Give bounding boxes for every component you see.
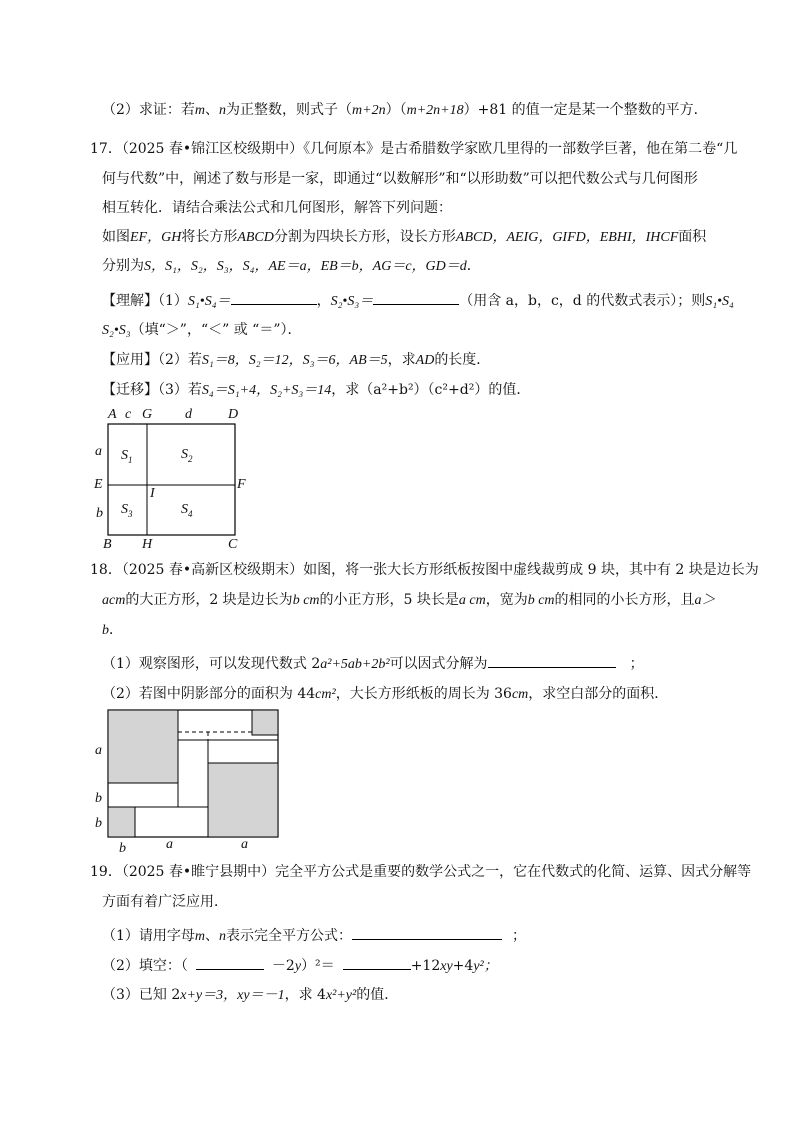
q18-line2: acm的大正方形，2 块是边长为b cm的小正方形，5 块长是a cm，宽为b cm的相同的小长方形，且a＞	[102, 592, 716, 608]
label-b-left2: b	[95, 816, 102, 831]
answer-blank[interactable]	[196, 955, 264, 970]
answer-blank[interactable]	[488, 653, 616, 668]
answer-blank[interactable]	[373, 290, 459, 305]
label-a: a	[95, 444, 102, 459]
answer-blank[interactable]	[352, 925, 502, 940]
q16-part2-line: （2）求证：若m、n为正整数，则式子（m+2n）（m+2n+18）+81 的值一定是某一个整数的平方．	[102, 102, 708, 118]
label-a-left: a	[95, 743, 102, 758]
q17-line5: 分别为S，S₁，S₂，S₃，S₄，AE＝a，EB＝b，AG＝c，GD＝d．	[102, 258, 481, 274]
q18-line3: b．	[102, 622, 123, 638]
q19-part2: （2）填空：（ －2y）²＝ +12xy+4y²；	[102, 955, 498, 977]
q17-understand-line1: 【理解】（1）S₁•S₄＝ ，S₂•S₃＝ （用含 a，b，c，d 的代数式表示）；则S₁•S₄	[102, 290, 734, 312]
q18-part1: （1）观察图形，可以发现代数式 2a²+5ab+2b²可以因式分解为 ；	[102, 653, 644, 675]
answer-blank[interactable]	[343, 955, 411, 970]
label-a-bottom2: a	[241, 837, 248, 852]
label-d: d	[185, 407, 192, 422]
q17-line4: 如图EF，GH将长方形ABCD分割为四块长方形，设长方形ABCD，AEIG，GIFD，EBHI，IHCF面积	[102, 229, 707, 245]
q19-part3: （3）已知 2x+y＝3，xy＝－1，求 4x²+y²的值．	[102, 987, 399, 1003]
label-b-left1: b	[95, 791, 102, 806]
label-D: D	[228, 407, 239, 422]
label-S3: $S_3$	[121, 502, 133, 519]
label-E: E	[94, 477, 103, 492]
q17-figure	[90, 404, 250, 554]
label-G: G	[142, 407, 153, 422]
q18-line1: 18．（2025 春•高新区校级期末）如图，将一张大长方形纸板按图中虚线裁剪成 9 块，其中有 2 块是边长为	[90, 562, 759, 578]
label-S4: $S_4$	[181, 502, 193, 519]
q17-line1: 17．（2025 春•锦江区校级期中）《几何原本》是古希腊数学家欧几里得的一部数学巨著，他在第二卷“几	[90, 141, 738, 157]
label-B: B	[103, 537, 112, 552]
question-number: 17．	[90, 141, 122, 157]
q17-line3: 相互转化．请结合乘法公式和几何图形，解答下列问题：	[102, 200, 452, 216]
q19-line2: 方面有着广泛应用．	[102, 894, 228, 910]
q18-figure	[90, 704, 290, 856]
q17-apply-line: 【应用】（2）若S₁＝8，S₂＝12，S₃＝6，AB＝5，求AD的长度．	[102, 352, 491, 368]
question-source: （2025 春•锦江区校级期中）	[121, 141, 304, 157]
q19-part1: （1）请用字母m、n表示完全平方公式： ；	[102, 925, 526, 947]
q17-line2: 何与代数”中，阐述了数与形是一家，即通过“以数解形”和“以形助数”可以把代数公式与几何图形	[102, 171, 698, 187]
label-S2: $S_2$	[181, 447, 193, 464]
label-b: b	[96, 506, 103, 521]
question-number: 18．	[90, 562, 122, 578]
q17-understand-line2: S₂•S₃（填“＞”，“＜” 或 “＝”）．	[102, 322, 302, 338]
q19-line1: 19．（2025 春•睢宁县期中）完全平方公式是重要的数学公式之一，它在代数式的化简、运算、因式分解等	[90, 864, 752, 880]
label-S1: $S_1$	[121, 448, 133, 465]
label-c: c	[125, 407, 132, 422]
question-source: （2025 春•高新区校级期末）	[121, 562, 304, 578]
label-F: F	[237, 477, 246, 492]
label-b-bottom: b	[119, 841, 126, 856]
question-source: （2025 春•睢宁县期中）	[121, 864, 276, 880]
label-C: C	[228, 537, 238, 552]
q17-transfer-line: 【迁移】（3）若S₄＝S₁+4，S₂+S₃＝14，求（a²+b²）（c²+d²）的值．	[102, 382, 531, 398]
cutting-diagram	[90, 704, 290, 856]
answer-blank[interactable]	[231, 290, 317, 305]
question-number: 19．	[90, 864, 122, 880]
label-H: H	[142, 537, 153, 552]
label-I: I	[150, 486, 155, 501]
q18-part2: （2）若图中阴影部分的面积为 44cm²，大长方形纸板的周长为 36cm，求空白部分的面积．	[102, 686, 669, 702]
label-a-bottom1: a	[166, 837, 173, 852]
rectangle-diagram	[90, 404, 250, 554]
label-A: A	[108, 407, 117, 422]
